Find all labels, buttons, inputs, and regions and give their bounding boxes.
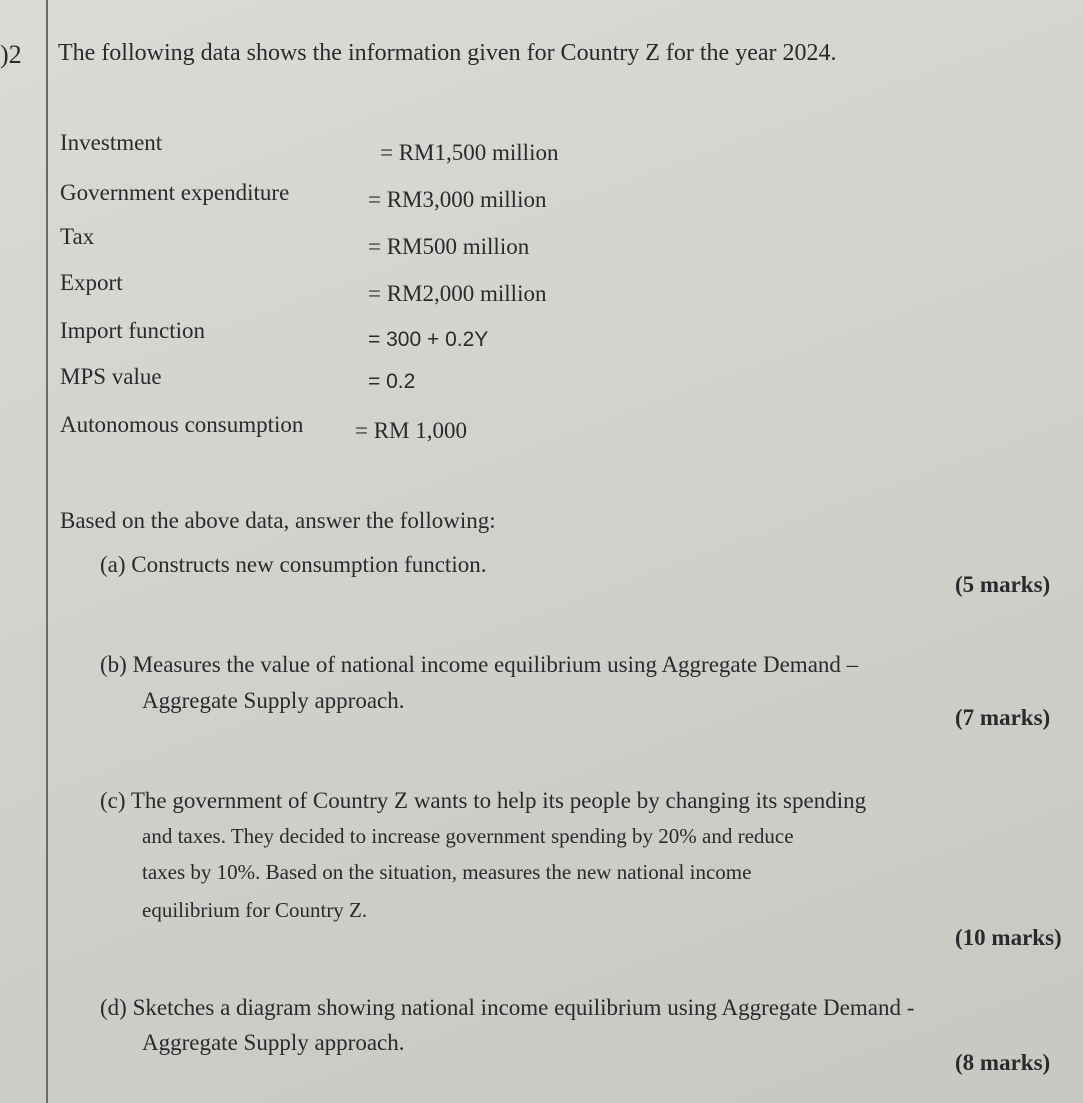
data-value: = 0.2 xyxy=(368,370,416,393)
data-value: = RM2,000 million xyxy=(368,281,547,306)
part-b-line: Aggregate Supply approach. xyxy=(142,688,405,713)
data-label: MPS value xyxy=(60,364,162,389)
data-label: Export xyxy=(60,270,123,295)
data-label: Tax xyxy=(60,224,95,249)
part-c-line: equilibrium for Country Z. xyxy=(142,898,368,922)
part-d-line: Aggregate Supply approach. xyxy=(142,1030,405,1055)
data-value: = RM3,000 million xyxy=(368,187,547,212)
instruction-text: Based on the above data, answer the following: xyxy=(60,508,496,533)
part-d-line: (d) Sketches a diagram showing national income equilibrium using Aggregate Demand - xyxy=(100,995,915,1020)
part-c-line: taxes by 10%. Based on the situation, measures the new national income xyxy=(142,860,752,884)
data-value: = RM 1,000 xyxy=(355,418,468,443)
part-c-line: (c) The government of Country Z wants to help its people by changing its spending xyxy=(100,788,867,813)
part-a-line: (a) Constructs new consumption function. xyxy=(100,552,487,577)
data-value: = RM500 million xyxy=(368,234,530,259)
part-c-marks: (10 marks) xyxy=(955,925,1062,950)
data-value: = RM1,500 million xyxy=(380,140,559,165)
data-label: Government expenditure xyxy=(60,180,290,205)
data-label: Import function xyxy=(60,318,205,343)
part-b-line: (b) Measures the value of national income equilibrium using Aggregate Demand – xyxy=(100,652,859,677)
intro-text: The following data shows the information given for Country Z for the year 2024. xyxy=(58,40,837,66)
data-label: Investment xyxy=(60,130,163,155)
data-label: Autonomous consumption xyxy=(60,412,304,437)
part-c-line: and taxes. They decided to increase government spending by 20% and reduce xyxy=(142,824,794,848)
part-d-marks: (8 marks) xyxy=(955,1050,1051,1075)
data-value: = 300 + 0.2Y xyxy=(368,328,489,351)
part-b-marks: (7 marks) xyxy=(955,705,1051,730)
question-number: )2 xyxy=(0,40,22,69)
margin-line xyxy=(46,0,48,1103)
part-a-marks: (5 marks) xyxy=(955,572,1051,597)
